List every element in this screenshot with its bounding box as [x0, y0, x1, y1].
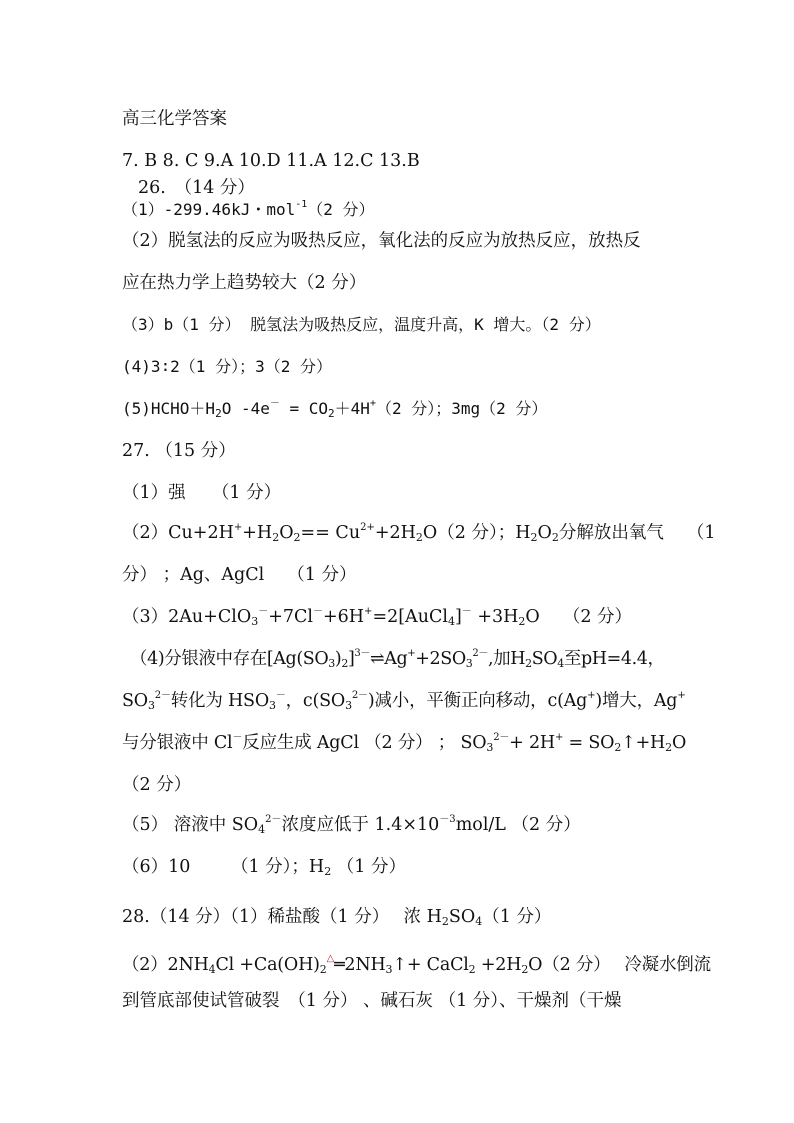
q26-answer-2-line1: （2）脱氢法的反应为吸热反应，氧化法的反应为放热反应，放热反: [122, 231, 641, 251]
q28-answer-2-line1: $(2)2NH_4Cl$ $+Ca(OH)_2^\triangle═2NH_3↑+$ CaCl$_2$ $+2H_2O(2$ 分） 冷凝水倒流: [122, 953, 711, 976]
q27-answer-4-line2: $SO_3^{2-}$转化为 $HSO_3^-$，$c(SO_3^{2-})$减小，平衡正向移动，c(Ag+)增大，Ag+: [122, 690, 686, 712]
q27-answer-4-line3: 与分银液中 Cl－反应生成 AgCl （2 分） ； $SO_3^{2-}+ 2H^+$ = $SO_2↑+H_2O$: [122, 732, 687, 754]
q27-answer-6: （6）10 （1 分）；$H_2$ （1 分）: [122, 857, 406, 878]
document-title: 高三化学答案: [122, 109, 227, 129]
q27-answer-1: （1）强 （1 分）: [122, 483, 282, 503]
q26-answer-1: （1）-299.46kJ・mol$^{-1}$（2 分）: [122, 199, 375, 219]
q26-answer-2-line2: 应在热力学上趋势较大（2 分）: [122, 273, 367, 293]
q27-answer-2-line2: 分） ；Ag、AgCl （1 分）: [122, 565, 357, 585]
q27-answer-5: （5） 溶液中 $SO_4^{2-}$浓度应低于 $1.4\times 10^{-3}mol/L$ （2 分）: [122, 814, 581, 836]
q27-answer-2-line1: $(2)Cu+2H^++H_2O_2== Cu^{2+}+2H_2O(2$ 分）；$H_2O_2$分解放出氧气 （1: [122, 522, 716, 544]
q28-answer-1: 28.（14 分）（1）稀盐酸（1 分） 浓 $H_2SO_4(1$ 分）: [122, 907, 552, 928]
q27-answer-4-line4: （2 分）: [122, 775, 192, 795]
q26-answer-4: (4)3∶2（1 分）；3（2 分）: [122, 357, 332, 376]
multiple-choice-answers: 7. B 8. C 9.A 10.D 11.A 12.C 13.B: [122, 151, 420, 171]
q27-answer-4-line1: （4)分银液中存在$[Ag(SO_3)_2]^{3-}\rightleftharpoons Ag^++2SO_3^{2-}$,加$H_2SO_4$至pH=4.4，: [130, 648, 665, 670]
q27-header: 27. （15 分）: [122, 441, 236, 461]
q26-answer-3: （3）b（1 分） 脱氢法为吸热反应，温度升高，K 增大。（2 分）: [122, 315, 601, 334]
q27-answer-3: （3）2Au+ClO$_3$－+7Cl－+6H+=2[AuCl$_4$]－ $+3H_2O$ （2 分）: [122, 606, 633, 628]
heat-triangle-icon: △: [326, 953, 335, 964]
q26-answer-5: $(5)HCHO+H_2O$ $-4e^- = CO_2+4H^+(2$ 分）；3mg（2 分）: [122, 398, 548, 420]
q28-answer-2-line2: 到管底部使试管破裂 （1 分） 、碱石灰 （1 分）、干燥剂（干燥: [122, 991, 622, 1011]
q26-header: 26. （14 分）: [138, 178, 255, 198]
